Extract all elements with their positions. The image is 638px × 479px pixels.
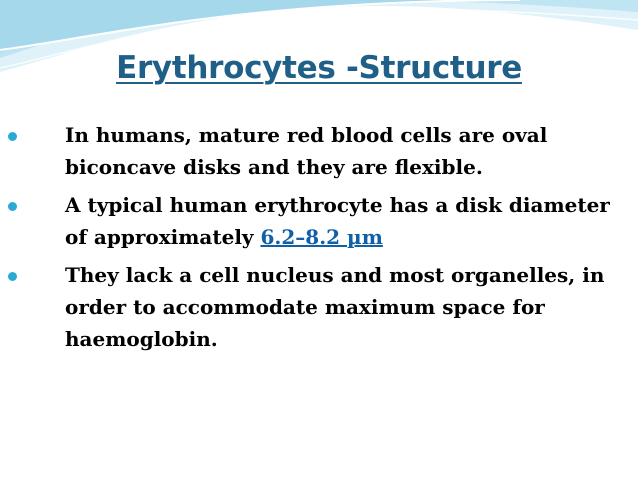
bullet-text: In humans, mature red blood cells are oval biconcave disks and they are flexible. [65,123,548,179]
slide-title: Erythrocytes -Structure [116,50,522,86]
bullet-item [8,259,633,355]
bullet-dot-icon [8,132,17,141]
bullet-item [8,189,633,253]
bullet-dot-icon [8,272,17,281]
bullet-text: They lack a cell nucleus and most organelles, in order to accommodate maximum space for haemoglobin. [65,263,605,351]
bullet-item [8,119,633,183]
bullet-text: A typical human erythrocyte has a disk diameter of approximately [65,193,610,249]
bullet-list [8,119,633,361]
diameter-link[interactable]: 6.2–8.2 µm [260,225,383,249]
bullet-dot-icon [8,202,17,211]
